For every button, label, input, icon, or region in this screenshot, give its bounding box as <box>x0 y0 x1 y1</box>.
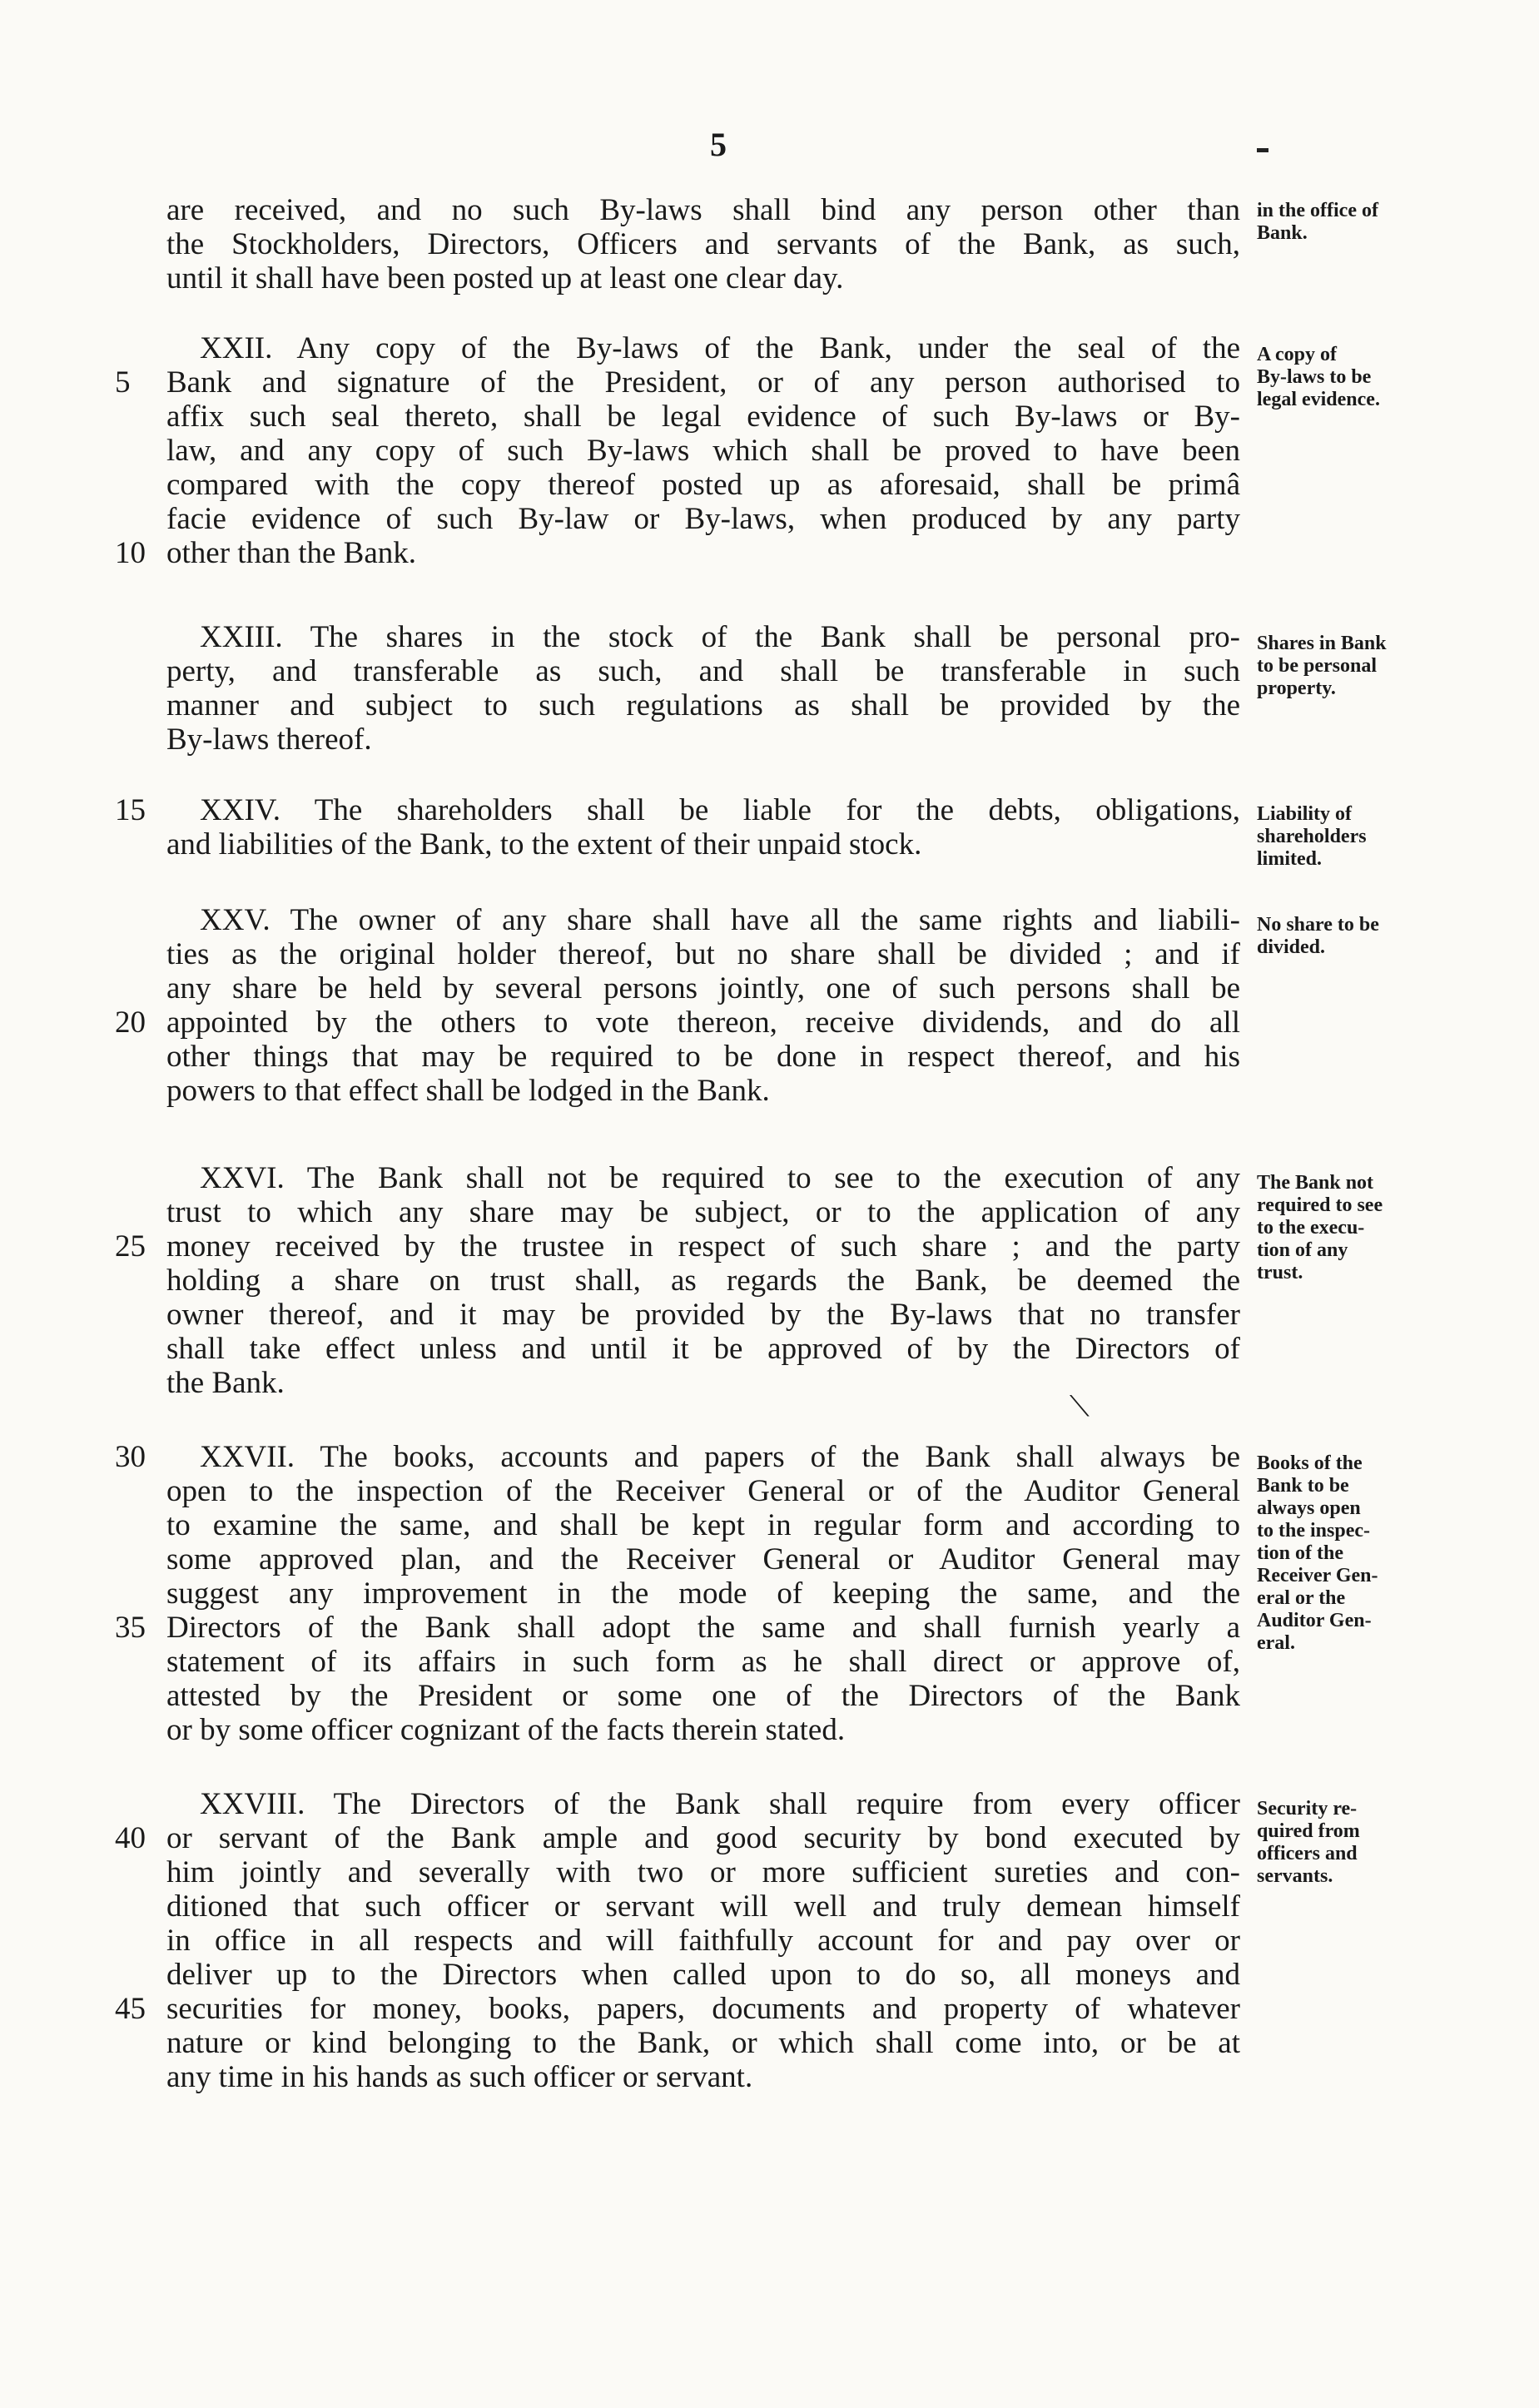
line-number: 25 <box>115 1229 146 1264</box>
marginal-line: shareholders <box>1257 826 1367 847</box>
text-line: ditioned that such officer or servant will well and truly demean himself <box>166 1889 1240 1924</box>
text-line: nature or kind belonging to the Bank, or which shall come into, or be at <box>166 2026 1240 2060</box>
line-number: 45 <box>115 1992 146 2026</box>
text-line: Directors of the Bank shall adopt the same and shall furnish yearly a <box>166 1611 1240 1645</box>
text-line: attested by the President or some one of the Directors of the Bank <box>166 1679 1240 1713</box>
text-line: money received by the trustee in respect of such share ; and the party <box>166 1229 1240 1264</box>
page-number: 5 <box>710 126 727 163</box>
text-line: law, and any copy of such By-laws which shall be proved to have been <box>166 434 1240 468</box>
line-number: 35 <box>115 1611 146 1645</box>
marginal-line: Liability of <box>1257 803 1353 825</box>
section-xxvi <box>166 1161 1240 1400</box>
marginal-line: servants. <box>1257 1865 1333 1887</box>
marginal-line: Auditor Gen- <box>1257 1610 1372 1631</box>
text-line: the Bank. <box>166 1366 285 1400</box>
marginal-note-shares-personal <box>1257 633 1432 700</box>
marginal-line: By-laws to be <box>1257 366 1372 388</box>
text-line: holding a share on trust shall, as regards the Bank, be deemed the <box>166 1264 1240 1298</box>
marginal-line: to the inspec- <box>1257 1520 1370 1542</box>
text-line: the Stockholders, Directors, Officers and servants of the Bank, as such, <box>166 227 1240 261</box>
text-line: XXV. The owner of any share shall have all the same rights and liabili- <box>200 903 1240 937</box>
text-line: some approved plan, and the Receiver General or Auditor General may <box>166 1542 1240 1576</box>
corner-mark <box>1257 148 1268 152</box>
marginal-line: Receiver Gen- <box>1257 1565 1378 1586</box>
text-line: any time in his hands as such officer or servant. <box>166 2060 753 2094</box>
section-xxv <box>166 903 1240 1108</box>
text-line: XXIII. The shares in the stock of the Bank shall be personal pro- <box>200 620 1240 654</box>
line-number: 15 <box>115 793 146 827</box>
marginal-note-bylaws-copy <box>1257 344 1432 411</box>
text-line: powers to that effect shall be lodged in the Bank. <box>166 1074 770 1108</box>
text-line: affix such seal thereto, shall be legal evidence of such By-laws or By- <box>166 400 1240 434</box>
marginal-line: tion of the <box>1257 1542 1343 1564</box>
text-line: By-laws thereof. <box>166 722 372 757</box>
marginal-note-no-share-divided <box>1257 914 1432 959</box>
text-line: suggest any improvement in the mode of keeping the same, and the <box>166 1576 1240 1611</box>
text-line: deliver up to the Directors when called upon to do so, all moneys and <box>166 1958 1240 1992</box>
marginal-line: eral or the <box>1257 1587 1346 1609</box>
line-number: 30 <box>115 1440 146 1474</box>
stray-stroke-mark: ⟍ <box>1070 1390 1090 1423</box>
text-line: and liabilities of the Bank, to the extent of their unpaid stock. <box>166 827 922 861</box>
marginal-line: eral. <box>1257 1632 1295 1654</box>
section-xxiv <box>166 793 1240 861</box>
marginal-line: officers and <box>1257 1843 1358 1864</box>
text-line: until it shall have been posted up at least one clear day. <box>166 261 844 295</box>
marginal-line: quired from <box>1257 1820 1360 1842</box>
text-line: XXIV. The shareholders shall be liable for the debts, obligations, <box>200 793 1240 827</box>
text-line: facie evidence of such By-law or By-laws, when produced by any party <box>166 502 1240 536</box>
line-number: 40 <box>115 1821 146 1855</box>
text-line: or servant of the Bank ample and good security by bond executed by <box>166 1821 1240 1855</box>
marginal-line: trust. <box>1257 1262 1303 1283</box>
marginal-line: required to see <box>1257 1194 1383 1216</box>
text-line: any share be held by several persons jointly, one of such persons shall be <box>166 971 1240 1005</box>
line-number: 10 <box>115 536 146 570</box>
marginal-note-office <box>1257 200 1432 245</box>
text-line: owner thereof, and it may be provided by the By-laws that no transfer <box>166 1298 1240 1332</box>
marginal-note-liability <box>1257 803 1432 871</box>
text-line: statement of its affairs in such form as he shall direct or approve of, <box>166 1645 1240 1679</box>
text-line: other things that may be required to be done in respect thereof, and his <box>166 1040 1240 1074</box>
marginal-line: Bank to be <box>1257 1475 1349 1497</box>
section-continuation <box>166 193 1240 295</box>
marginal-line: The Bank not <box>1257 1172 1374 1194</box>
marginal-line: Books of the <box>1257 1452 1363 1474</box>
marginal-line: limited. <box>1257 848 1322 870</box>
line-number: 5 <box>115 365 131 400</box>
text-line: securities for money, books, papers, documents and property of whatever <box>166 1992 1240 2026</box>
marginal-line: legal evidence. <box>1257 389 1380 410</box>
text-line: in office in all respects and will faithfully account for and pay over or <box>166 1924 1240 1958</box>
text-line: appointed by the others to vote thereon, receive dividends, and do all <box>166 1005 1240 1040</box>
marginal-line: Bank. <box>1257 222 1308 244</box>
text-line: perty, and transferable as such, and shall be transferable in such <box>166 654 1240 688</box>
text-line: him jointly and severally with two or more sufficient sureties and con- <box>166 1855 1240 1889</box>
marginal-line: in the office of <box>1257 200 1378 221</box>
marginal-line: property. <box>1257 678 1336 699</box>
marginal-line: divided. <box>1257 936 1326 958</box>
marginal-line: tion of any <box>1257 1239 1348 1261</box>
text-line: trust to which any share may be subject, or to the application of any <box>166 1195 1240 1229</box>
marginal-note-books-inspection <box>1257 1452 1432 1655</box>
marginal-line: always open <box>1257 1497 1361 1519</box>
section-xxii <box>166 331 1240 570</box>
text-line: ties as the original holder thereof, but no share shall be divided ; and if <box>166 937 1240 971</box>
text-line: open to the inspection of the Receiver General or of the Auditor General <box>166 1474 1240 1508</box>
marginal-line: to the execu- <box>1257 1217 1365 1239</box>
text-line: XXVII. The books, accounts and papers of the Bank shall always be <box>200 1440 1240 1474</box>
section-xxiii <box>166 620 1240 757</box>
marginal-line: A copy of <box>1257 344 1337 365</box>
line-number: 20 <box>115 1005 146 1040</box>
text-line: XXVI. The Bank shall not be required to see to the execution of any <box>200 1161 1240 1195</box>
marginal-note-security <box>1257 1798 1432 1888</box>
text-line: or by some officer cognizant of the facts therein stated. <box>166 1713 846 1747</box>
text-line: Bank and signature of the President, or of any person authorised to <box>166 365 1240 400</box>
marginal-line: to be personal <box>1257 655 1377 677</box>
text-line: XXII. Any copy of the By-laws of the Bank, under the seal of the <box>200 331 1240 365</box>
marginal-note-trust <box>1257 1172 1432 1284</box>
section-xxvii <box>166 1440 1240 1747</box>
text-line: other than the Bank. <box>166 536 417 570</box>
text-line: XXVIII. The Directors of the Bank shall require from every officer <box>200 1787 1240 1821</box>
text-line: shall take effect unless and until it be approved of by the Directors of <box>166 1332 1240 1366</box>
text-line: to examine the same, and shall be kept in regular form and according to <box>166 1508 1240 1542</box>
text-line: manner and subject to such regulations as shall be provided by the <box>166 688 1240 722</box>
marginal-line: Shares in Bank <box>1257 633 1387 654</box>
text-line: compared with the copy thereof posted up as aforesaid, shall be primâ <box>166 468 1240 502</box>
section-xxviii <box>166 1787 1240 2094</box>
marginal-line: No share to be <box>1257 914 1379 936</box>
text-line: are received, and no such By-laws shall bind any person other than <box>166 193 1240 227</box>
marginal-line: Security re- <box>1257 1798 1358 1820</box>
